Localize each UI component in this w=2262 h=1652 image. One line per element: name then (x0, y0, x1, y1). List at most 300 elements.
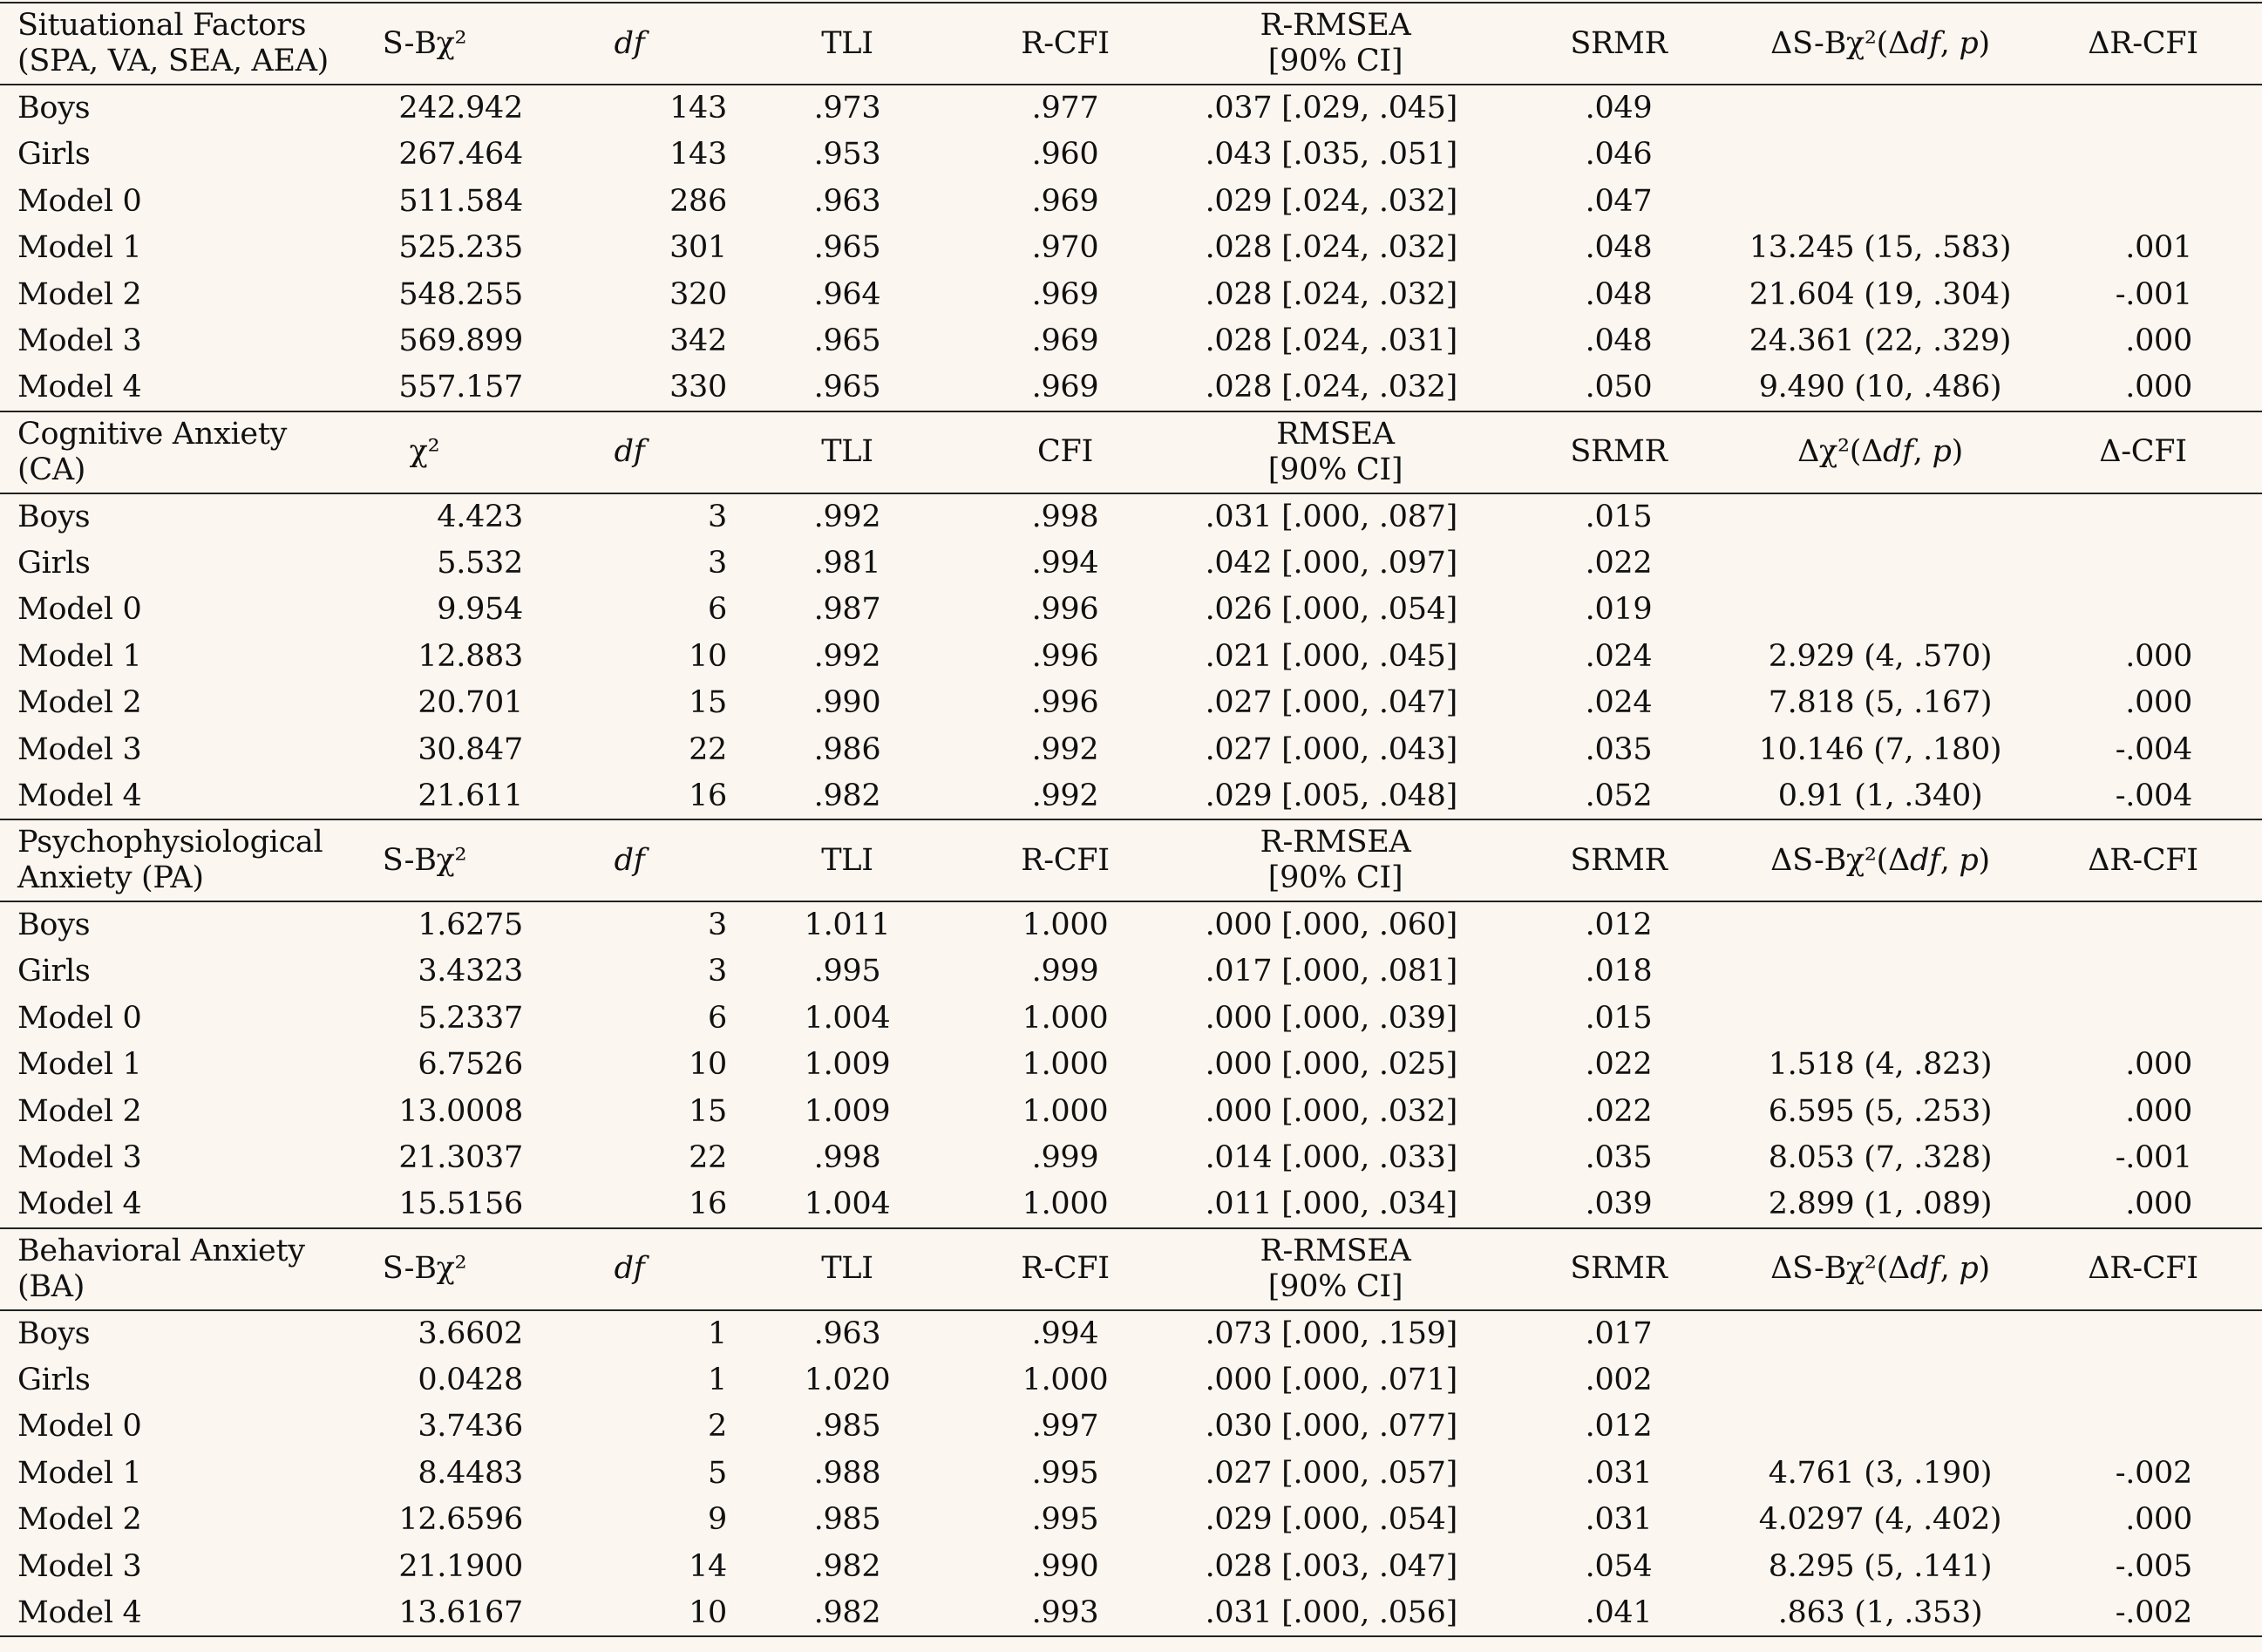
cell-delta-cfi: .000 (2125, 638, 2192, 674)
cell-cfi: 1.000 (1022, 1362, 1109, 1397)
table-row (0, 1590, 2262, 1637)
cell-rmsea: .026 [.000, .054] (1205, 592, 1457, 628)
row-label: Model 4 (0, 364, 324, 411)
table-row (0, 318, 2262, 365)
header-chi: S-Bχ² (324, 819, 525, 901)
cell-delta-chi (1736, 1404, 2024, 1451)
cell-chi: 548.255 (398, 276, 523, 312)
cell-delta-cfi (2024, 540, 2262, 587)
cell-tli: .985 (813, 1409, 881, 1445)
cell-srmr: .015 (1585, 499, 1653, 534)
header-srmr: SRMR (1501, 411, 1736, 493)
cell-delta-cfi: .000 (2125, 1047, 2192, 1083)
row-label: Model 4 (0, 773, 324, 820)
section-title (0, 819, 324, 901)
cell-chi: 4.423 (437, 499, 523, 534)
cell-delta-chi: 4.761 (3, .190) (1768, 1455, 1993, 1491)
cell-delta-cfi: -.004 (2024, 773, 2262, 820)
header-chi: S-Bχ² (324, 3, 525, 85)
cell-df: 342 (669, 323, 727, 359)
cell-chi: 242.942 (398, 91, 523, 126)
cell-srmr: .041 (1501, 1590, 1736, 1637)
header-cfi: R-CFI (961, 819, 1170, 901)
header-rmsea-line2: [90% CI] (1267, 452, 1403, 487)
header-delta-cfi: ΔR-CFI (2024, 3, 2262, 85)
table-row (0, 1356, 2262, 1404)
cell-delta-chi: 21.604 (19, .304) (1749, 276, 2012, 312)
cell-delta-chi: 8.295 (5, .141) (1768, 1548, 1993, 1584)
cell-cfi: .999 (1031, 954, 1099, 989)
cell-rmsea: .000 [.000, .060] (1205, 908, 1457, 943)
row-label: Girls (17, 545, 91, 581)
cell-cfi: .992 (1031, 731, 1099, 767)
row-label: Boys (17, 91, 91, 126)
cell-delta-cfi: -.001 (2115, 276, 2192, 312)
cell-df: 1 (708, 1315, 727, 1351)
cell-rmsea: .028 [.024, .032] (1205, 276, 1457, 312)
cell-delta-chi (1736, 132, 2024, 179)
table-row (0, 1404, 2262, 1451)
cell-cfi: .998 (1031, 499, 1099, 534)
cell-delta-cfi (2024, 493, 2262, 540)
header-chi: χ² (324, 411, 525, 493)
header-df: df (525, 1228, 734, 1310)
section-title (0, 1228, 324, 1310)
cell-srmr: .050 (1501, 364, 1736, 411)
header-rmsea-line2: [90% CI] (1267, 44, 1403, 78)
cell-rmsea: .042 [.000, .097] (1205, 545, 1457, 581)
cell-delta-cfi (2024, 901, 2262, 948)
cell-rmsea: .014 [.000, .033] (1205, 1140, 1457, 1176)
cell-cfi: 1.000 (1022, 1000, 1109, 1036)
header-rmsea-line2: [90% CI] (1267, 1268, 1403, 1304)
table-row (0, 587, 2262, 634)
cell-srmr: .019 (1585, 592, 1653, 628)
cell-df: 3 (708, 499, 727, 534)
cell-srmr: .012 (1585, 1409, 1653, 1445)
cell-chi: 12.6596 (398, 1502, 523, 1538)
cell-srmr: .048 (1585, 323, 1653, 359)
cell-chi: 557.157 (324, 364, 525, 411)
cell-chi: 1.6275 (418, 908, 523, 943)
cell-df: 3 (708, 908, 727, 943)
cell-rmsea: .031 [.000, .056] (1170, 1590, 1501, 1637)
cell-delta-chi (1736, 85, 2024, 132)
section-header-row (0, 411, 2262, 493)
cell-srmr: .047 (1585, 183, 1653, 219)
cell-srmr: .035 (1585, 1140, 1653, 1176)
cell-cfi: .994 (1031, 1315, 1099, 1351)
cell-tli: .995 (813, 954, 881, 989)
cell-chi: 511.584 (398, 183, 523, 219)
cell-rmsea: .000 [.000, .039] (1205, 1000, 1457, 1036)
cell-chi: 569.899 (398, 323, 523, 359)
cell-df: 5 (708, 1455, 727, 1491)
cell-delta-cfi (2024, 1404, 2262, 1451)
header-tli: TLI (734, 1228, 961, 1310)
cell-rmsea: .011 [.000, .034] (1170, 1181, 1501, 1228)
cell-chi: 21.611 (324, 773, 525, 820)
cell-tli: .964 (813, 276, 881, 312)
table-row (0, 1088, 2262, 1135)
cell-tli: .998 (813, 1140, 881, 1176)
row-label: Model 1 (17, 638, 142, 674)
table-row (0, 1497, 2262, 1544)
cell-delta-chi: 0.91 (1, .340) (1736, 773, 2024, 820)
cell-chi: 3.7436 (418, 1409, 523, 1445)
row-label: Model 2 (17, 276, 142, 312)
cell-rmsea: .028 [.024, .031] (1205, 323, 1457, 359)
header-tli: TLI (734, 819, 961, 901)
cell-tli: 1.004 (734, 1181, 961, 1228)
section-title (0, 3, 329, 85)
cell-cfi: .969 (961, 364, 1170, 411)
cell-cfi: .977 (1031, 91, 1099, 126)
cell-srmr: .048 (1585, 276, 1653, 312)
cell-srmr: .017 (1585, 1315, 1653, 1351)
cell-rmsea: .017 [.000, .081] (1205, 954, 1457, 989)
row-label: Model 3 (17, 1548, 142, 1584)
cell-delta-cfi: .000 (2125, 1093, 2192, 1129)
cell-tli: .992 (813, 638, 881, 674)
header-srmr: SRMR (1501, 3, 1736, 85)
cell-delta-chi: .863 (1, .353) (1736, 1590, 2024, 1637)
table-row (0, 178, 2262, 225)
cell-df: 330 (525, 364, 734, 411)
table-row (0, 364, 2262, 411)
cell-cfi: .990 (1031, 1548, 1099, 1584)
section-header-row (0, 3, 2262, 85)
cell-srmr: .039 (1501, 1181, 1736, 1228)
table-row (0, 1181, 2262, 1228)
cell-tli: .963 (813, 183, 881, 219)
row-label: Model 0 (17, 592, 142, 628)
cell-cfi: .997 (1031, 1409, 1099, 1445)
row-label: Boys (17, 499, 91, 534)
cell-rmsea: .028 [.024, .032] (1170, 364, 1501, 411)
cell-rmsea: .000 [.000, .071] (1205, 1362, 1457, 1397)
cell-srmr: .002 (1585, 1362, 1653, 1397)
cell-cfi: 1.000 (961, 1181, 1170, 1228)
cell-cfi: .995 (1031, 1455, 1099, 1491)
cell-tli: .965 (813, 230, 881, 266)
cell-tli: .982 (734, 773, 961, 820)
cell-tli: 1.004 (804, 1000, 891, 1036)
cell-df: 10 (689, 1047, 727, 1083)
cell-chi: 8.4483 (418, 1455, 523, 1491)
cell-tli: .982 (734, 1590, 961, 1637)
cell-rmsea: .029 [.024, .032] (1205, 183, 1457, 219)
cell-srmr: .054 (1585, 1548, 1653, 1584)
cell-df: 14 (689, 1548, 727, 1584)
row-label: Model 0 (17, 183, 142, 219)
cell-tli: .990 (813, 685, 881, 721)
cell-cfi: 1.000 (1022, 1093, 1109, 1129)
row-label: Model 4 (0, 1181, 324, 1228)
header-tli: TLI (734, 411, 961, 493)
cell-srmr: .012 (1585, 908, 1653, 943)
cell-tli: .963 (813, 1315, 881, 1351)
cell-chi: 30.847 (418, 731, 523, 767)
header-df: df (525, 819, 734, 901)
cell-chi: 267.464 (398, 137, 523, 173)
header-delta-cfi: ΔR-CFI (2024, 1228, 2262, 1310)
cell-delta-cfi: -.002 (2024, 1590, 2262, 1637)
cell-cfi: .996 (1031, 685, 1099, 721)
cell-df: 16 (525, 773, 734, 820)
cell-rmsea: .027 [.000, .057] (1205, 1455, 1457, 1491)
cell-delta-chi: 2.929 (4, .570) (1768, 638, 1993, 674)
cell-delta-cfi: .000 (2024, 1181, 2262, 1228)
header-rmsea (1170, 1228, 1501, 1310)
cell-rmsea: .043 [.035, .051] (1205, 137, 1457, 173)
table-row (0, 1310, 2262, 1357)
cell-delta-cfi: .000 (2024, 364, 2262, 411)
cell-srmr: .022 (1585, 1093, 1653, 1129)
table-row (0, 726, 2262, 773)
header-delta-chi: ΔS-Bχ²(Δdf, p) (1736, 3, 2024, 85)
cell-delta-cfi: -.004 (2115, 731, 2192, 767)
header-rmsea-line1: RMSEA (1276, 416, 1395, 452)
cell-delta-cfi: .000 (2125, 323, 2192, 359)
cell-rmsea: .000 [.000, .025] (1205, 1047, 1457, 1083)
table-row (0, 1135, 2262, 1182)
row-label: Model 4 (0, 1590, 324, 1637)
header-rmsea-line1: R-RMSEA (1260, 1233, 1411, 1268)
cell-srmr: .046 (1585, 137, 1653, 173)
cell-srmr: .015 (1585, 1000, 1653, 1036)
cell-chi: 5.2337 (418, 1000, 523, 1036)
cell-delta-chi (1736, 587, 2024, 634)
table-row (0, 132, 2262, 179)
cell-tli: .982 (813, 1548, 881, 1584)
cell-df: 320 (669, 276, 727, 312)
cell-chi: 13.6167 (324, 1590, 525, 1637)
cell-delta-chi (1736, 1356, 2024, 1404)
cell-tli: 1.009 (804, 1047, 891, 1083)
row-label: Model 1 (17, 1047, 142, 1083)
cell-delta-cfi (2024, 948, 2262, 996)
row-label: Model 1 (17, 230, 142, 266)
header-srmr: SRMR (1501, 819, 1736, 901)
cell-srmr: .049 (1585, 91, 1653, 126)
cell-rmsea: .029 [.000, .054] (1205, 1502, 1457, 1538)
header-rmsea-line1: R-RMSEA (1260, 825, 1411, 860)
cell-delta-chi (1736, 995, 2024, 1042)
cell-df: 3 (708, 954, 727, 989)
cell-chi: 0.0428 (418, 1362, 523, 1397)
cell-cfi: .969 (1031, 323, 1099, 359)
cell-cfi: .970 (1031, 230, 1099, 266)
cell-chi: 13.0008 (398, 1093, 523, 1129)
table-row (0, 901, 2262, 948)
row-label: Model 2 (17, 1093, 142, 1129)
cell-df: 22 (689, 731, 727, 767)
cell-cfi: .993 (961, 1590, 1170, 1637)
cell-delta-cfi: .000 (2125, 685, 2192, 721)
cell-delta-cfi (2024, 85, 2262, 132)
header-df: df (525, 3, 734, 85)
header-cfi: R-CFI (961, 3, 1170, 85)
cell-delta-chi: 10.146 (7, .180) (1758, 731, 2002, 767)
cell-df: 10 (689, 638, 727, 674)
cell-delta-chi: 24.361 (22, .329) (1749, 323, 2012, 359)
cell-delta-chi (1736, 178, 2024, 225)
row-label: Model 3 (17, 323, 142, 359)
cell-delta-cfi (2024, 1356, 2262, 1404)
section-header-row (0, 819, 2262, 901)
cell-delta-cfi: -.002 (2115, 1455, 2192, 1491)
row-label: Girls (17, 137, 91, 173)
cell-df: 143 (669, 91, 727, 126)
table-row (0, 680, 2262, 727)
cell-srmr: .031 (1585, 1455, 1653, 1491)
row-label: Boys (17, 1315, 91, 1351)
cell-delta-chi: 9.490 (10, .486) (1736, 364, 2024, 411)
cell-delta-cfi (2024, 178, 2262, 225)
cell-cfi: .999 (1031, 1140, 1099, 1176)
cell-df: 286 (669, 183, 727, 219)
cell-df: 3 (708, 545, 727, 581)
header-delta-chi: Δχ²(Δdf, p) (1736, 411, 2024, 493)
cell-rmsea: .029 [.005, .048] (1170, 773, 1501, 820)
cell-chi: 5.532 (437, 545, 523, 581)
row-label: Boys (17, 908, 91, 943)
section-title-line1: Cognitive Anxiety (17, 416, 288, 452)
section-header-row (0, 1228, 2262, 1310)
row-label: Girls (17, 1362, 91, 1397)
cell-rmsea: .027 [.000, .047] (1205, 685, 1457, 721)
cell-tli: .953 (813, 137, 881, 173)
cell-rmsea: .028 [.024, .032] (1205, 230, 1457, 266)
cell-tli: .965 (734, 364, 961, 411)
table-row (0, 948, 2262, 996)
header-delta-cfi: ΔR-CFI (2024, 819, 2262, 901)
row-label: Model 1 (17, 1455, 142, 1491)
cell-chi: 6.7526 (418, 1047, 523, 1083)
cell-tli: .986 (813, 731, 881, 767)
cell-delta-cfi: .001 (2125, 230, 2192, 266)
cell-tli: .973 (813, 91, 881, 126)
table-row (0, 540, 2262, 587)
cell-df: 1 (708, 1362, 727, 1397)
table-row (0, 1042, 2262, 1089)
table-row (0, 225, 2262, 272)
row-label: Model 2 (17, 685, 142, 721)
cell-tli: .988 (813, 1455, 881, 1491)
cell-cfi: 1.000 (1022, 908, 1109, 943)
cell-delta-cfi: -.005 (2115, 1548, 2192, 1584)
cell-delta-chi (1736, 493, 2024, 540)
cell-delta-cfi: -.001 (2115, 1140, 2192, 1176)
cell-delta-chi: 1.518 (4, .823) (1768, 1047, 1993, 1083)
cell-delta-chi (1736, 901, 2024, 948)
cell-tli: .981 (813, 545, 881, 581)
cell-df: 9 (708, 1502, 727, 1538)
header-rmsea-line2: [90% CI] (1267, 860, 1403, 895)
cell-tli: 1.020 (804, 1362, 891, 1397)
cell-srmr: .018 (1585, 954, 1653, 989)
cell-srmr: .031 (1585, 1502, 1653, 1538)
cell-delta-chi: 13.245 (15, .583) (1749, 230, 2012, 266)
row-label: Girls (17, 954, 91, 989)
cell-df: 15 (689, 1093, 727, 1129)
cell-tli: .965 (813, 323, 881, 359)
cell-delta-cfi (2024, 132, 2262, 179)
cell-chi: 21.3037 (398, 1140, 523, 1176)
cell-cfi: .992 (961, 773, 1170, 820)
cell-srmr: .024 (1585, 685, 1653, 721)
table-row (0, 995, 2262, 1042)
cell-delta-cfi (2024, 995, 2262, 1042)
row-label: Model 2 (17, 1502, 142, 1538)
table-row (0, 633, 2262, 680)
cell-rmsea: .030 [.000, .077] (1205, 1409, 1457, 1445)
header-df: df (525, 411, 734, 493)
header-chi: S-Bχ² (324, 1228, 525, 1310)
cell-srmr: .048 (1585, 230, 1653, 266)
cell-df: 22 (689, 1140, 727, 1176)
cell-chi: 15.5156 (324, 1181, 525, 1228)
header-delta-chi: ΔS-Bχ²(Δdf, p) (1736, 819, 2024, 901)
cell-delta-chi: 2.899 (1, .089) (1736, 1181, 2024, 1228)
table-row (0, 493, 2262, 540)
cell-df: 16 (525, 1181, 734, 1228)
cell-rmsea: .073 [.000, .159] (1205, 1315, 1457, 1351)
cell-rmsea: .028 [.003, .047] (1205, 1548, 1457, 1584)
cell-df: 301 (669, 230, 727, 266)
cell-cfi: .994 (1031, 545, 1099, 581)
section-title-line1: Psychophysiological (17, 825, 323, 860)
cell-rmsea: .000 [.000, .032] (1205, 1093, 1457, 1129)
cell-srmr: .024 (1585, 638, 1653, 674)
cell-delta-chi (1736, 540, 2024, 587)
cell-cfi: 1.000 (1022, 1047, 1109, 1083)
row-label: Model 3 (17, 1140, 142, 1176)
header-delta-chi: ΔS-Bχ²(Δdf, p) (1736, 1228, 2024, 1310)
header-rmsea-line1: R-RMSEA (1260, 8, 1411, 43)
section-title-line1: Behavioral Anxiety (17, 1233, 305, 1268)
cell-delta-chi: 6.595 (5, .253) (1768, 1093, 1993, 1129)
section-title-line2: (SPA, VA, SEA, AEA) (17, 44, 329, 78)
cell-tli: .987 (813, 592, 881, 628)
cell-df: 143 (669, 137, 727, 173)
header-cfi: R-CFI (961, 1228, 1170, 1310)
cell-cfi: .996 (1031, 638, 1099, 674)
table-row (0, 271, 2262, 318)
cell-rmsea: .021 [.000, .045] (1205, 638, 1457, 674)
cell-delta-chi: 4.0297 (4, .402) (1758, 1502, 2002, 1538)
section-title-line1: Situational Factors (17, 8, 307, 43)
cell-cfi: .969 (1031, 276, 1099, 312)
cell-srmr: .022 (1585, 545, 1653, 581)
cell-srmr: .022 (1585, 1047, 1653, 1083)
cell-rmsea: .037 [.029, .045] (1205, 91, 1457, 126)
cell-df: 6 (708, 1000, 727, 1036)
section-title-line2: Anxiety (PA) (17, 860, 204, 895)
header-delta-cfi: Δ-CFI (2024, 411, 2262, 493)
cell-tli: 1.011 (804, 908, 891, 943)
cell-tli: .985 (813, 1502, 881, 1538)
table-row (0, 85, 2262, 132)
cell-delta-cfi (2024, 587, 2262, 634)
cell-df: 6 (708, 592, 727, 628)
header-rmsea (1170, 3, 1501, 85)
cell-rmsea: .031 [.000, .087] (1205, 499, 1457, 534)
row-label: Model 0 (17, 1000, 142, 1036)
table-row (0, 1543, 2262, 1590)
fit-indices-table (0, 2, 2262, 1637)
